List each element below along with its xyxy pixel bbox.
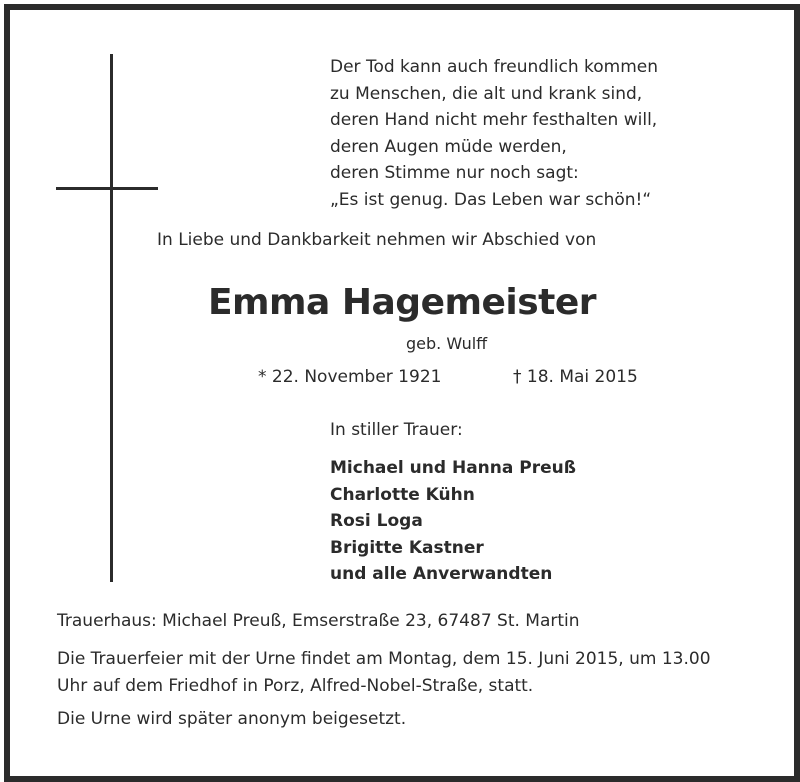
- ceremony-line: Die Trauerfeier mit der Urne findet am Montag, dem 15. Juni 2015, um 13.00: [57, 649, 711, 669]
- mourner-name: Michael und Hanna Preuß: [330, 458, 576, 478]
- poem: [330, 54, 658, 214]
- obituary-content: [10, 10, 794, 776]
- poem-line: deren Stimme nur noch sagt:: [330, 163, 579, 184]
- mourner-name: Charlotte Kühn: [330, 484, 475, 505]
- poem-line: deren Augen müde werden,: [330, 136, 567, 157]
- mourner-name: Brigitte Kastner: [330, 537, 484, 558]
- farewell-intro: In Liebe und Dankbarkeit nehmen wir Abschied von: [157, 230, 597, 250]
- obituary-frame: [4, 4, 800, 782]
- maiden-name: geb. Wulff: [406, 334, 488, 353]
- urn-note: Die Urne wird später anonym beigesetzt.: [57, 709, 407, 729]
- birth-date: * 22. November 1921: [258, 367, 442, 387]
- cross-icon-horizontal-bar: [56, 187, 158, 190]
- mourners-label: In stiller Trauer:: [330, 420, 463, 440]
- mourning-house-address: Trauerhaus: Michael Preuß, Emserstraße 23, 67487 St. Martin: [57, 611, 580, 631]
- poem-line: zu Menschen, die alt und krank sind,: [330, 83, 643, 104]
- mourner-name: und alle Anverwandten: [330, 564, 553, 585]
- mourners-list: [330, 455, 576, 588]
- mourner-name: Rosi Loga: [330, 511, 423, 532]
- poem-line: deren Hand nicht mehr festhalten will,: [330, 110, 658, 131]
- ceremony-line: Uhr auf dem Friedhof in Porz, Alfred-Nobel-Straße, statt.: [57, 676, 534, 696]
- poem-line: „Es ist genug. Das Leben war schön!“: [330, 189, 652, 210]
- poem-line: Der Tod kann auch freundlich kommen: [330, 57, 659, 77]
- deceased-name: Emma Hagemeister: [207, 282, 597, 323]
- ceremony-info: [57, 646, 777, 700]
- death-date: † 18. Mai 2015: [513, 367, 638, 387]
